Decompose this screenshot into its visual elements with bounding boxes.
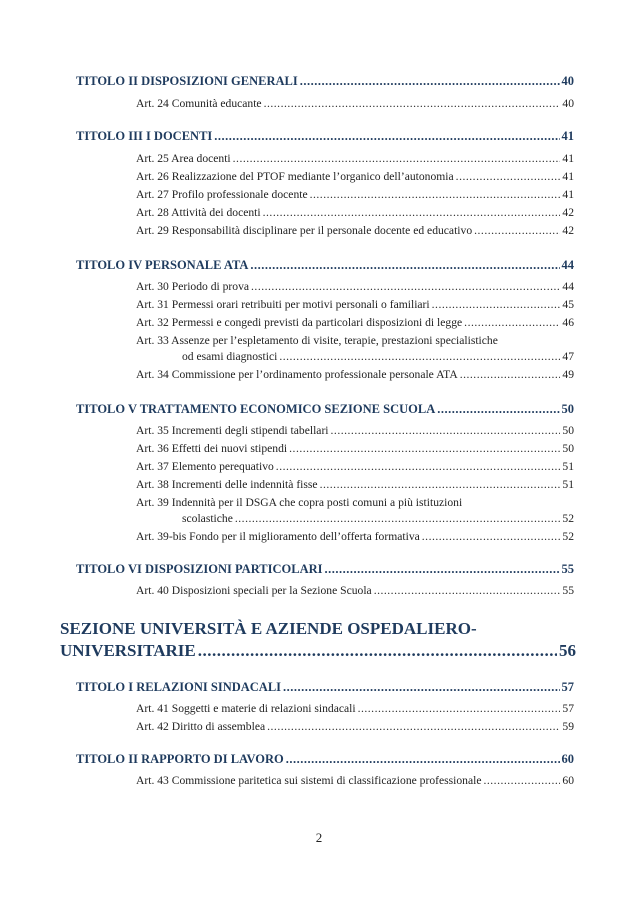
toc-sezione-line1[interactable]: SEZIONE UNIVERSITÀ E AZIENDE OSPEDALIERO- [60, 619, 477, 638]
toc-entry-art-30[interactable] [136, 280, 574, 293]
dot-leader [276, 460, 561, 473]
dot-leader [325, 562, 560, 577]
toc-entry-art-39-bis[interactable] [136, 530, 574, 543]
dot-leader [233, 152, 561, 165]
toc-entry-art-26[interactable] [136, 170, 574, 183]
toc-entry-sezione-universita[interactable] [60, 641, 576, 661]
dot-leader [286, 752, 560, 767]
toc-entry-title: Art. 24 Comunità educante [136, 97, 262, 110]
dot-leader [358, 702, 561, 715]
toc-entry-title: Art. 42 Diritto di assemblea [136, 720, 266, 733]
toc-entry-title: Art. 28 Attività dei docenti [136, 206, 261, 219]
toc-entry-page: 52 [562, 530, 574, 543]
toc-entry-page: 55 [562, 584, 574, 597]
dot-leader [483, 774, 560, 787]
toc-entry-page: 57 [561, 680, 574, 694]
dot-leader [474, 224, 560, 237]
toc-entry-title: Art. 31 Permessi orari retribuiti per motivi personali o familiari [136, 298, 430, 311]
toc-entry-page: 40 [562, 97, 574, 110]
toc-entry-title: Art. 40 Disposizioni speciali per la Sezione Scuola [136, 584, 372, 597]
toc-entry-art-31[interactable] [136, 298, 574, 311]
toc-entry-title: TITOLO VI DISPOSIZIONI PARTICOLARI [76, 562, 323, 576]
page-number: 2 [315, 830, 323, 845]
toc-entry-titolo-ii-rapporto-di-lavoro[interactable] [76, 752, 574, 767]
toc-entry-title: od esami diagnostici [182, 350, 278, 363]
toc-entry-page: 40 [561, 74, 574, 88]
toc-entry-title: TITOLO III I DOCENTI [76, 129, 213, 143]
toc-entry-page: 59 [562, 720, 574, 733]
toc-entry-art-36[interactable] [136, 442, 574, 455]
toc-entry-title: Art. 36 Effetti dei nuovi stipendi [136, 442, 288, 455]
dot-leader [456, 170, 561, 183]
dot-leader [464, 316, 560, 329]
toc-entry-title: Art. 32 Permessi e congedi previsti da particolari disposizioni di legge [136, 316, 463, 329]
toc-entry-title: Art. 27 Profilo professionale docente [136, 188, 308, 201]
toc-entry-title: UNIVERSITARIE [60, 641, 196, 660]
toc-entry-page: 50 [561, 402, 574, 416]
toc-entry-page: 46 [562, 316, 574, 329]
toc-entry-page: 41 [561, 129, 574, 143]
toc-entry-page: 41 [562, 170, 574, 183]
dot-leader [460, 368, 561, 381]
dot-leader [214, 129, 559, 144]
toc-entry-title: Art. 34 Commissione per l’ordinamento professionale personale ATA [136, 368, 458, 381]
toc-entry-title: TITOLO V TRATTAMENTO ECONOMICO SEZIONE SCUOLA [76, 402, 436, 416]
toc-entry-title: TITOLO II RAPPORTO DI LAVORO [76, 752, 284, 766]
toc-entry-titolo-ii-disposizioni-generali[interactable] [76, 74, 574, 89]
dot-leader [250, 258, 559, 273]
toc-entry-page: 57 [562, 702, 574, 715]
dot-leader [437, 402, 559, 417]
dot-leader [263, 206, 561, 219]
toc-entry-titolo-v-trattamento-economico[interactable] [76, 402, 574, 417]
toc-entry-page: 60 [562, 774, 574, 787]
toc-entry-title: Art. 43 Commissione paritetica sui sistemi di classificazione professionale [136, 774, 482, 787]
toc-entry-art-33[interactable] [182, 350, 574, 363]
toc-entry-title: Art. 38 Incrementi delle indennità fisse [136, 478, 318, 491]
dot-leader [320, 478, 561, 491]
toc-entry-page: 51 [562, 460, 574, 473]
toc-entry-title: Art. 30 Periodo di prova [136, 280, 250, 293]
dot-leader [235, 512, 561, 525]
toc-entry-title: Art. 35 Incrementi degli stipendi tabellari [136, 424, 329, 437]
toc-entry-title: TITOLO II DISPOSIZIONI GENERALI [76, 74, 298, 88]
toc-entry-art-32[interactable] [136, 316, 574, 329]
toc-entry-page: 50 [562, 442, 574, 455]
toc-entry-page: 52 [562, 512, 574, 525]
toc-entry-title: Art. 25 Area docenti [136, 152, 231, 165]
toc-entry-page: 56 [559, 641, 576, 660]
toc-entry-art-29[interactable] [136, 224, 574, 237]
toc-entry-page: 45 [562, 298, 574, 311]
toc-entry-page: 44 [562, 280, 574, 293]
toc-entry-title: Art. 39-bis Fondo per il miglioramento dell’offerta formativa [136, 530, 420, 543]
dot-leader [279, 350, 560, 363]
toc-entry-art-38[interactable] [136, 478, 574, 491]
toc-entry-art-24[interactable] [136, 97, 574, 110]
dot-leader [300, 74, 560, 89]
toc-entry-titolo-iii-i-docenti[interactable] [76, 129, 574, 144]
dot-leader [283, 680, 559, 695]
toc-entry-art-28[interactable] [136, 206, 574, 219]
toc-entry-title: TITOLO I RELAZIONI SINDACALI [76, 680, 282, 694]
toc-entry-page: 49 [562, 368, 574, 381]
toc-entry-page: 50 [562, 424, 574, 437]
toc-entry-page: 47 [562, 350, 574, 363]
toc-entry-page: 42 [562, 206, 574, 219]
toc-entry-titolo-iv-personale-ata[interactable] [76, 258, 574, 273]
toc-entry-title: Art. 41 Soggetti e materie di relazioni sindacali [136, 702, 356, 715]
dot-leader [264, 97, 561, 110]
toc-entry-page: 44 [561, 258, 574, 272]
dot-leader [198, 641, 557, 661]
toc-entry-titolo-vi-disposizioni-particolari[interactable] [76, 562, 574, 577]
dot-leader [331, 424, 561, 437]
dot-leader [251, 280, 560, 293]
toc-entry-page: 42 [562, 224, 574, 237]
toc-entry-title: Art. 26 Realizzazione del PTOF mediante l’organico dell’autonomia [136, 170, 454, 183]
dot-leader [432, 298, 561, 311]
toc-entry-art-37[interactable] [136, 460, 574, 473]
dot-leader [374, 584, 561, 597]
toc-entry-page: 55 [561, 562, 574, 576]
toc-entry-page: 51 [562, 478, 574, 491]
toc-entry-art-40[interactable] [136, 584, 574, 597]
toc-entry-art-27[interactable] [136, 188, 574, 201]
dot-leader [422, 530, 561, 543]
toc-entry-art-42[interactable] [136, 720, 574, 733]
toc-entry-art-39-line1[interactable]: Art. 39 Indennità per il DSGA che copra posti comuni a più istituzioni [136, 496, 463, 509]
toc-entry-art-34[interactable] [136, 368, 574, 381]
toc-entry-art-41[interactable] [136, 702, 574, 715]
toc-entry-art-35[interactable] [136, 424, 574, 437]
dot-leader [289, 442, 560, 455]
toc-entry-page: 41 [562, 188, 574, 201]
toc-entry-title: TITOLO IV PERSONALE ATA [76, 258, 249, 272]
toc-entry-art-39[interactable] [182, 512, 574, 525]
toc-entry-title: Art. 37 Elemento perequativo [136, 460, 274, 473]
toc-entry-page: 41 [562, 152, 574, 165]
toc-entry-title: Art. 29 Responsabilità disciplinare per il personale docente ed educativo [136, 224, 473, 237]
toc-entry-title: scolastiche [182, 512, 233, 525]
toc-entry-art-33-line1[interactable]: Art. 33 Assenze per l’espletamento di visite, terapie, prestazioni specialistiche [136, 334, 498, 347]
toc-entry-page: 60 [561, 752, 574, 766]
dot-leader [310, 188, 561, 201]
dot-leader [267, 720, 560, 733]
toc-entry-art-25[interactable] [136, 152, 574, 165]
toc-entry-titolo-i-relazioni-sindacali[interactable] [76, 680, 574, 695]
toc-entry-art-43[interactable] [136, 774, 574, 787]
